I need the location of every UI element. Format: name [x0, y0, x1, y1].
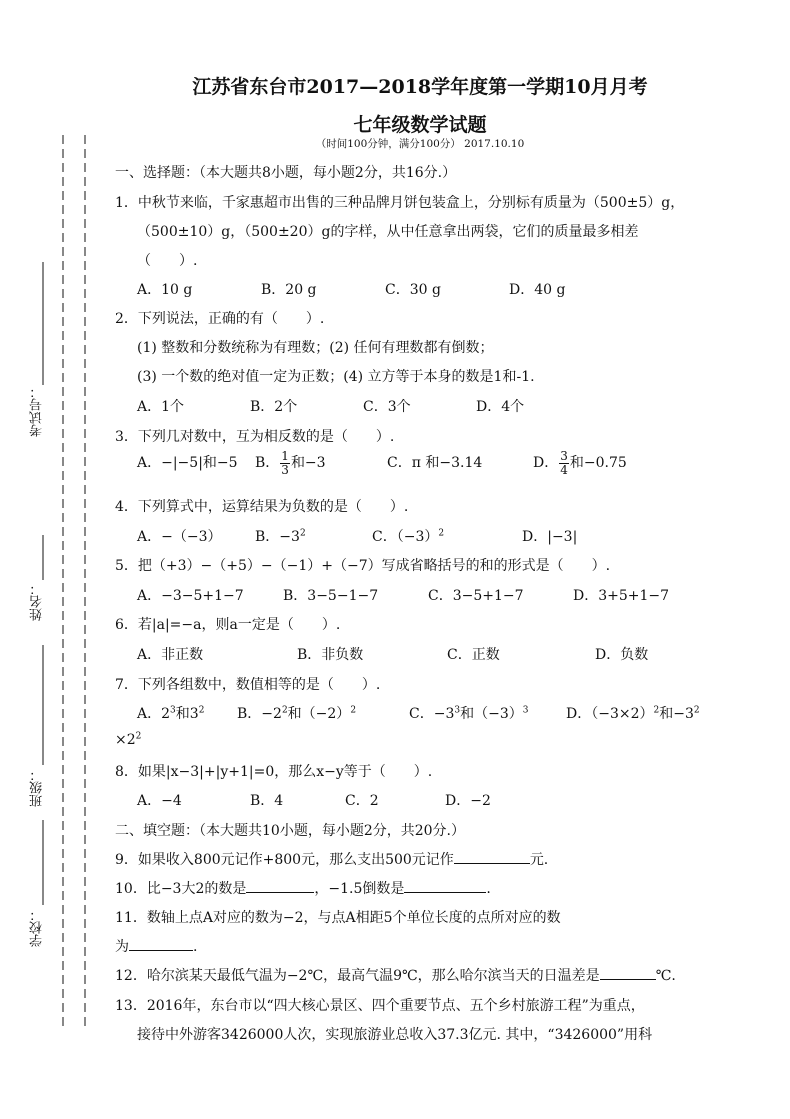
q3-stem: 3．下列几对数中，互为相反数的是（ ）.	[115, 429, 395, 445]
q10-text: 10．比−3大2的数是	[115, 881, 247, 897]
q7-c-part1: C．−3	[409, 706, 455, 722]
q9-answer-blank[interactable]	[454, 849, 530, 864]
q1-line2: （500±10）g，（500±20）g的字样，从中任意拿出两袋，它们的质量最多相差	[137, 224, 639, 240]
q13-line2: 接待中外游客3426000人次，实现旅游业总收入37.3亿元. 其中，“3426000”用科	[137, 1027, 653, 1043]
q5-stem: 5．把（+3）−（+5）−（−1）+（−7）写成省略括号的和的形式是（ ）.	[115, 558, 611, 574]
q3-option-a: A．−|−5|和−5	[137, 455, 238, 471]
q2-statement2: (3) 一个数的绝对值一定为正数；(4) 立方等于本身的数是1和-1.	[137, 369, 535, 385]
q10-text-mid: ，−1.5倒数是	[314, 881, 405, 897]
exam-title: 江苏省东台市2017—2018学年度第一学期10月月考	[192, 76, 648, 98]
q8-stem: 8．如果|x−3|+|y+1|=0，那么x−y等于（ ）.	[115, 764, 433, 780]
section1-heading: 一、选择题：（本大题共8小题，每小题2分，共16分.）	[115, 165, 457, 181]
q3-option-b	[255, 448, 387, 478]
q6-option-a: A．非正数	[137, 647, 204, 663]
q11-line1: 11．数轴上点A对应的数为−2，与点A相距5个单位长度的点所对应的数	[115, 910, 561, 926]
q5-options	[137, 585, 669, 605]
exam-info: （时间100分钟，满分100分） 2017.10.10	[315, 138, 525, 150]
q8-option-d: D．−2	[445, 793, 491, 809]
q10-answer-blank-1[interactable]	[246, 878, 314, 893]
q6-options	[137, 644, 648, 664]
q4-option-d: D．|−3|	[522, 529, 578, 545]
q2-statement1: (1) 整数和分数统称为有理数；(2) 任何有理数都有倒数；	[137, 340, 494, 356]
q7-d-cont-exp: 2	[135, 731, 142, 742]
fraction-numerator: 3	[560, 448, 568, 463]
q3-option-b-fraction	[280, 450, 290, 477]
q7-b-part1: B．−2	[237, 706, 282, 722]
q10-answer-blank-2[interactable]	[404, 878, 486, 893]
q7-d-part2: 和−3	[659, 706, 694, 722]
exam-no-label: 考试号：	[30, 385, 45, 437]
q7-d-exp1: 2	[653, 705, 660, 716]
q2-option-c: C．3个	[363, 399, 411, 415]
q4-options	[137, 526, 577, 546]
q2-options	[137, 396, 524, 416]
q8-option-a: A．−4	[137, 793, 182, 809]
q8-options	[137, 790, 491, 810]
q7-a-exp1: 3	[170, 705, 176, 716]
q7-b-exp1: 2	[281, 705, 288, 716]
q13-line1: 13．2016年，东台市以“四大核心景区、四个重要节点、五个乡村旅游工程”为重点，	[115, 998, 645, 1014]
q11-suffix: .	[193, 939, 198, 955]
q4-option-c-base: C．（−3）	[372, 529, 439, 545]
exam-subtitle: 七年级数学试题	[353, 114, 487, 136]
q7-options	[137, 703, 700, 723]
q7-c-part2: 和（−3）	[460, 706, 523, 722]
q12-suffix: ℃.	[655, 968, 676, 984]
q1-option-a: A．10 g	[137, 282, 193, 298]
q1-option-d: D．40 g	[509, 282, 566, 298]
q7-stem: 7．下列各组数中，数值相等的是（ ）.	[115, 677, 381, 693]
q9-suffix: 元.	[529, 852, 549, 868]
q11-text: 为	[115, 939, 129, 955]
q9	[115, 849, 548, 869]
q7-d-exp2: 2	[693, 705, 700, 716]
q4-option-c-exponent: 2	[438, 528, 445, 539]
q4-option-a: A．−（−3）	[137, 529, 222, 545]
q5-option-a: A．−3−5+1−7	[137, 588, 244, 604]
q4-stem: 4．下列算式中，运算结果为负数的是（ ）.	[115, 499, 409, 515]
q4-option-b-exponent: 2	[299, 528, 306, 539]
q7-b-part2: 和（−2）	[287, 706, 351, 722]
q3-option-d-suffix: 和−0.75	[569, 455, 627, 471]
section2-heading: 二、填空题：（本大题共10小题，每小题2分，共20分.）	[115, 823, 465, 839]
q1-option-c: C．30 g	[385, 282, 441, 298]
q2-stem: 2．下列说法，正确的有（ ）.	[115, 311, 325, 327]
q1-line3: （ ）.	[137, 253, 198, 269]
fraction-denominator: 3	[281, 462, 289, 477]
q12	[115, 965, 676, 985]
q9-text: 9．如果收入800元记作+800元，那么支出500元记作	[115, 852, 454, 868]
q3-option-d-fraction	[559, 450, 569, 477]
q12-answer-blank[interactable]	[600, 965, 656, 980]
q7-a-part1: A．2	[137, 706, 171, 722]
q11-line2	[115, 936, 197, 956]
q2-option-d: D．4个	[476, 399, 525, 415]
q7-c-exp1: 3	[454, 705, 461, 716]
q6-stem: 6．若|a|=−a，则a一定是（ ）.	[115, 617, 341, 633]
q5-option-d: D．3+5+1−7	[573, 588, 670, 604]
q10	[115, 878, 491, 898]
q3-option-c: C．π 和−3.14	[387, 455, 483, 471]
q1-option-b: B．20 g	[261, 282, 317, 298]
q10-suffix: .	[486, 881, 491, 897]
q7-option-d	[566, 703, 700, 723]
school-label: 学校：	[30, 908, 45, 947]
q3-option-b-prefix: B．	[255, 455, 280, 471]
q7-option-d-continued	[115, 732, 141, 748]
q11-answer-blank[interactable]	[129, 936, 193, 951]
q7-d-cont: ×2	[115, 732, 136, 748]
name-label: 姓名：	[30, 582, 45, 621]
q6-option-d: D．负数	[595, 647, 649, 663]
q5-option-c: C．3−5+1−7	[428, 588, 524, 604]
q7-d-part1: D．（−3×2）	[566, 706, 654, 722]
q12-text: 12．哈尔滨某天最低气温为−2℃，最高气温9℃，那么哈尔滨当天的日温差是	[115, 968, 600, 984]
q1-line1: 1．中秋节来临，千家惠超市出售的三种品牌月饼包装盒上，分别标有质量为（500±5）g，	[115, 195, 685, 211]
q3-options	[137, 448, 627, 478]
q7-option-c	[409, 703, 566, 723]
q8-option-b: B．4	[250, 793, 284, 809]
q4-option-c	[372, 526, 522, 546]
q1-options	[137, 279, 565, 299]
q4-option-b	[255, 526, 372, 546]
q2-option-a: A．1个	[137, 399, 185, 415]
q7-c-exp2: 3	[522, 705, 529, 716]
q6-option-c: C．正数	[447, 647, 500, 663]
q3-option-d-prefix: D．	[533, 455, 559, 471]
fraction-denominator: 4	[560, 462, 568, 477]
q2-option-b: B．2个	[250, 399, 298, 415]
q5-option-b: B．3−5−1−7	[283, 588, 379, 604]
q3-option-d	[533, 448, 627, 478]
q6-option-b: B．非负数	[297, 647, 364, 663]
q7-a-part2: 和3	[175, 706, 199, 722]
binding-margin	[0, 0, 110, 1119]
fraction-numerator: 1	[281, 448, 289, 463]
q4-option-b-base: B．−3	[255, 529, 300, 545]
q7-option-b	[237, 703, 409, 723]
q7-a-exp2: 2	[198, 705, 205, 716]
q7-option-a	[137, 703, 237, 723]
q8-option-c: C．2	[345, 793, 379, 809]
class-label: 班级：	[30, 768, 45, 807]
q7-b-exp2: 2	[350, 705, 357, 716]
q3-option-b-suffix: 和−3	[290, 455, 326, 471]
